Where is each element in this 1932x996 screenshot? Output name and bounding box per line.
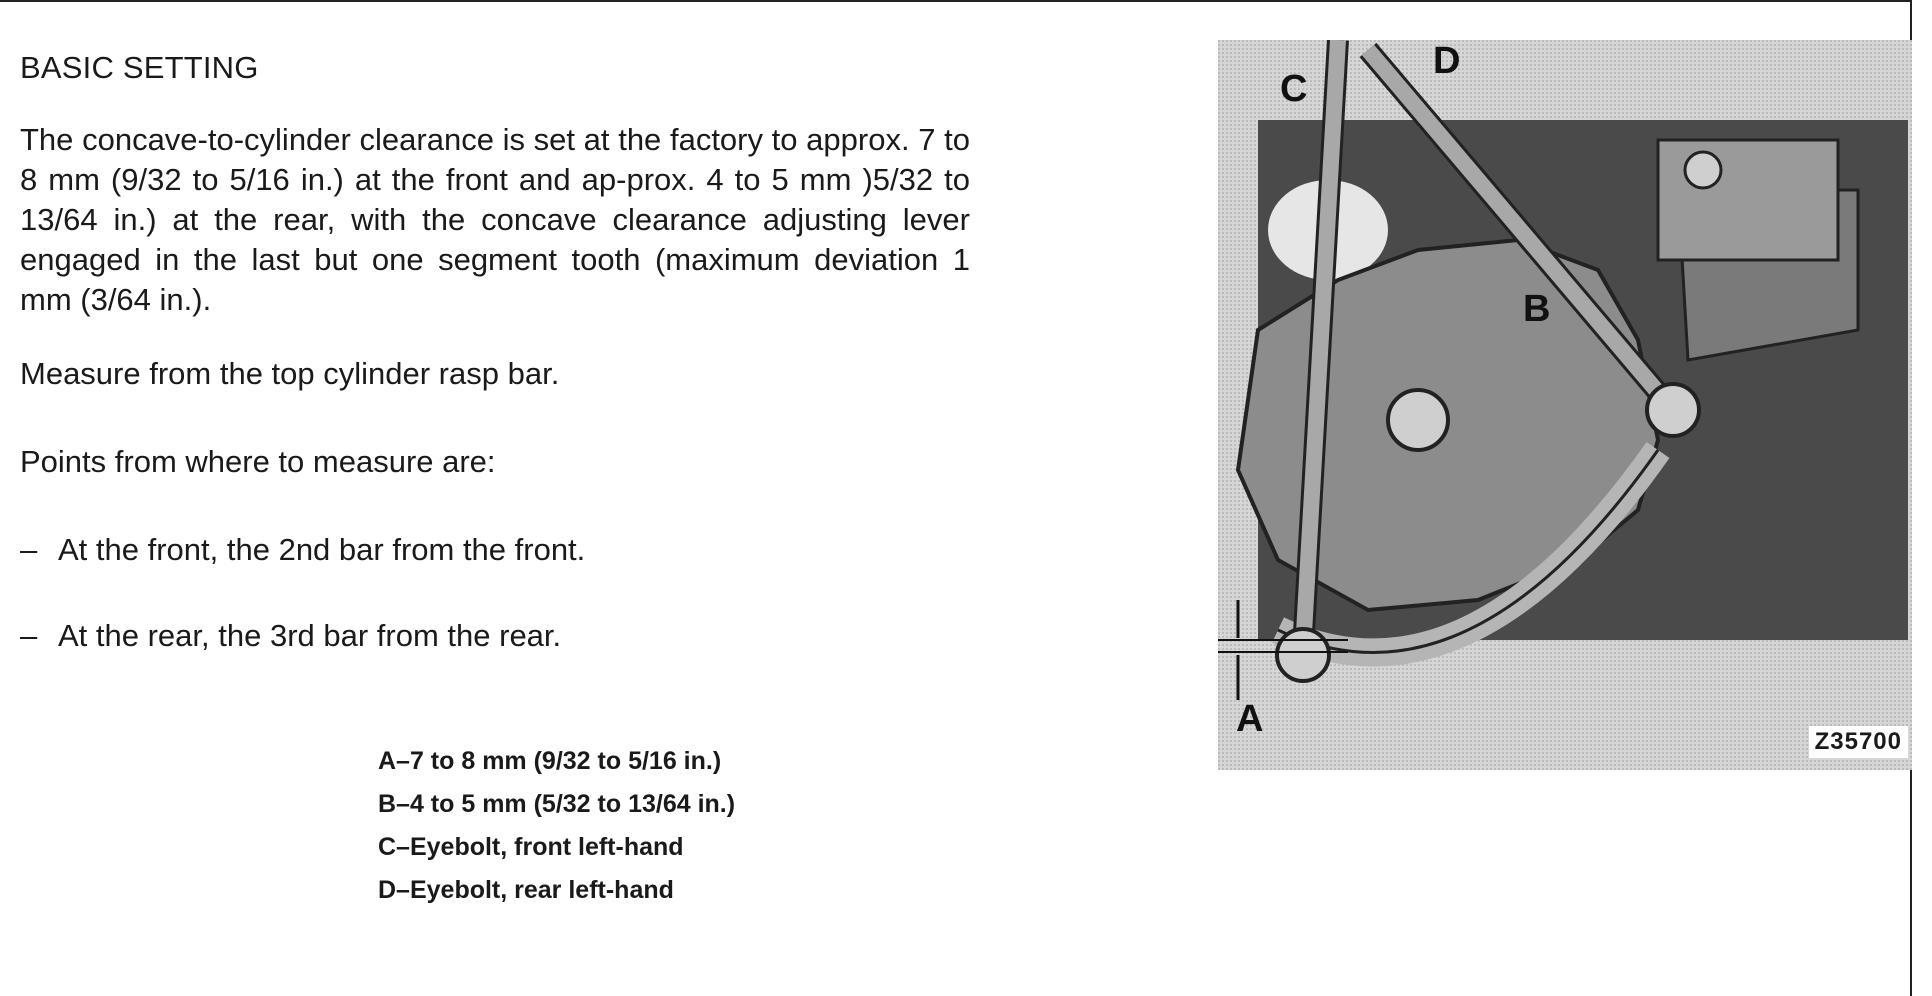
paragraph-measure: Measure from the top cylinder rasp bar.	[20, 356, 560, 391]
front-eyebolt	[1277, 629, 1329, 681]
legend-item-a: A–7 to 8 mm (9/32 to 5/16 in.)	[378, 747, 722, 775]
cylinder-hub	[1388, 390, 1448, 450]
legend-item-c: C–Eyebolt, front left-hand	[378, 833, 684, 861]
legend-item-b: B–4 to 5 mm (5/32 to 13/64 in.)	[378, 790, 736, 818]
bracket-box	[1658, 140, 1838, 260]
figure-label-a: A	[1236, 698, 1264, 740]
figure-code: Z35700	[1809, 726, 1908, 758]
rear-eyebolt	[1647, 384, 1699, 436]
figure-label-c: C	[1280, 68, 1308, 110]
legend-item-d: D–Eyebolt, rear left-hand	[378, 876, 674, 904]
bracket-bolt	[1685, 152, 1721, 188]
bullet-text: At the rear, the 3rd bar from the rear.	[58, 618, 562, 653]
concave-illustration	[1218, 40, 1912, 770]
paragraph-clearance: The concave-to-cylinder clearance is set at the factory to approx. 7 to 8 mm (9/32 to 5/16 in.) at the front and ap-prox. 4 to 5 mm )5/32 to 13/64 in.) at the rear, with the concave clearance adjusting lever engaged in the last but one segment tooth (maximum deviation 1 mm (3/64 in.).	[20, 122, 970, 317]
bullet-text: At the front, the 2nd bar from the front.	[58, 532, 586, 567]
concave-clearance-figure	[1218, 40, 1912, 770]
figure-label-d: D	[1433, 40, 1461, 82]
figure-label-b: B	[1523, 288, 1551, 330]
paragraph-points: Points from where to measure are:	[20, 444, 496, 479]
text-column	[20, 50, 970, 702]
bullet-dash: –	[20, 532, 38, 567]
bullet-dash: –	[20, 618, 38, 653]
section-heading: BASIC SETTING	[20, 50, 259, 85]
figure-legend	[378, 740, 735, 912]
bullet-item	[20, 530, 970, 570]
bullet-item	[20, 616, 970, 656]
